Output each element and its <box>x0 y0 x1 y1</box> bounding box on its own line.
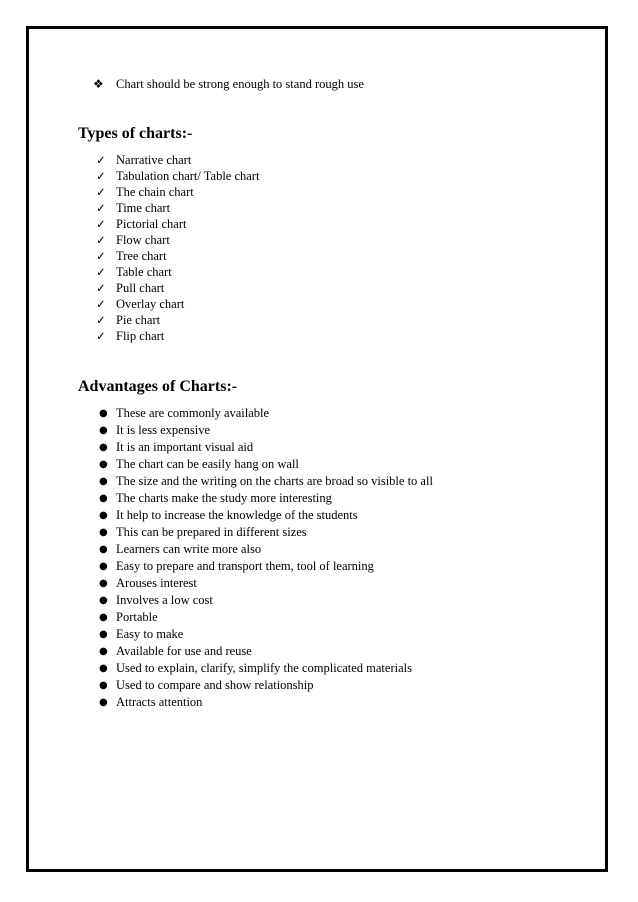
bullet-dot-icon: ● <box>99 544 108 555</box>
bullet-dot-icon: ● <box>99 510 108 521</box>
list-item-label: Table chart <box>116 265 172 279</box>
list-item <box>0 558 638 575</box>
checkmark-icon: ✓ <box>96 233 106 247</box>
advantages-list <box>0 405 638 711</box>
diamond-dots-icon: ❖ <box>93 77 104 91</box>
list-item <box>0 312 638 328</box>
list-item-label: Narrative chart <box>116 153 192 167</box>
list-item <box>0 507 638 524</box>
list-item-label: Tabulation chart/ Table chart <box>116 169 260 183</box>
list-item <box>0 248 638 264</box>
list-item <box>0 296 638 312</box>
list-item-label: Portable <box>116 610 158 624</box>
list-item-label: Arouses interest <box>116 576 197 590</box>
list-item <box>0 456 638 473</box>
list-item <box>0 677 638 694</box>
list-item-label: This can be prepared in different sizes <box>116 525 307 539</box>
list-item <box>0 660 638 677</box>
bullet-dot-icon: ● <box>99 476 108 487</box>
list-item <box>0 168 638 184</box>
bullet-dot-icon: ● <box>99 408 108 419</box>
bullet-dot-icon: ● <box>99 646 108 657</box>
bullet-dot-icon: ● <box>99 680 108 691</box>
list-item <box>0 626 638 643</box>
list-item <box>0 422 638 439</box>
bullet-dot-icon: ● <box>99 629 108 640</box>
list-item-label: Attracts attention <box>116 695 203 709</box>
advantages-heading: Advantages of Charts:- <box>78 378 238 395</box>
bullet-dot-icon: ● <box>99 578 108 589</box>
list-item-label: Tree chart <box>116 249 167 263</box>
checkmark-icon: ✓ <box>96 169 106 183</box>
bullet-dot-icon: ● <box>99 442 108 453</box>
list-item-label: It is an important visual aid <box>116 440 254 454</box>
list-item <box>0 643 638 660</box>
list-item-label: Available for use and reuse <box>116 644 252 658</box>
list-item-label: The charts make the study more interesting <box>116 491 332 505</box>
list-item <box>0 592 638 609</box>
list-item <box>0 473 638 490</box>
bullet-dot-icon: ● <box>99 663 108 674</box>
bullet-dot-icon: ● <box>99 561 108 572</box>
list-item-label: Flow chart <box>116 233 170 247</box>
list-item-label: Pictorial chart <box>116 217 187 231</box>
list-item <box>0 232 638 248</box>
list-item <box>0 405 638 422</box>
list-item <box>0 694 638 711</box>
checkmark-icon: ✓ <box>96 201 106 215</box>
list-item-label: It is less expensive <box>116 423 211 437</box>
list-item <box>0 280 638 296</box>
list-item-label: Used to compare and show relationship <box>116 678 314 692</box>
list-item <box>0 216 638 232</box>
list-item-label: Pie chart <box>116 313 161 327</box>
checkmark-icon: ✓ <box>96 265 106 279</box>
list-item-label: Easy to prepare and transport them, tool of learning <box>116 559 374 573</box>
list-item-label: Learners can write more also <box>116 542 262 556</box>
types-list <box>0 152 638 344</box>
list-item <box>0 152 638 168</box>
list-item <box>0 184 638 200</box>
list-item <box>0 439 638 456</box>
list-item-label: The chain chart <box>116 185 194 199</box>
list-item <box>0 524 638 541</box>
bullet-dot-icon: ● <box>99 595 108 606</box>
list-item <box>0 575 638 592</box>
list-item <box>0 200 638 216</box>
list-item <box>0 490 638 507</box>
bullet-dot-icon: ● <box>99 527 108 538</box>
list-item <box>0 264 638 280</box>
list-item <box>0 328 638 344</box>
checkmark-icon: ✓ <box>96 217 106 231</box>
list-item-label: Pull chart <box>116 281 165 295</box>
checkmark-icon: ✓ <box>96 185 106 199</box>
list-item-label: The size and the writing on the charts are broad so visible to all <box>116 474 433 488</box>
list-item-label: The chart can be easily hang on wall <box>116 457 299 471</box>
list-item-label: Time chart <box>116 201 171 215</box>
list-item-label: Easy to make <box>116 627 184 641</box>
list-item <box>0 541 638 558</box>
list-item-label: Used to explain, clarify, simplify the complicated materials <box>116 661 412 675</box>
checkmark-icon: ✓ <box>96 249 106 263</box>
checkmark-icon: ✓ <box>96 281 106 295</box>
types-heading: Types of charts:- <box>78 125 193 142</box>
list-item-label: Flip chart <box>116 329 165 343</box>
bullet-dot-icon: ● <box>99 425 108 436</box>
list-item-label: Involves a low cost <box>116 593 213 607</box>
list-item-label: It help to increase the knowledge of the students <box>116 508 358 522</box>
bullet-dot-icon: ● <box>99 697 108 708</box>
bullet-dot-icon: ● <box>99 459 108 470</box>
intro-bullet-text: Chart should be strong enough to stand rough use <box>116 77 364 91</box>
list-item-label: These are commonly available <box>116 406 270 420</box>
checkmark-icon: ✓ <box>96 329 106 343</box>
list-item-label: Overlay chart <box>116 297 185 311</box>
bullet-dot-icon: ● <box>99 493 108 504</box>
checkmark-icon: ✓ <box>96 313 106 327</box>
checkmark-icon: ✓ <box>96 153 106 167</box>
bullet-dot-icon: ● <box>99 612 108 623</box>
list-item <box>0 609 638 626</box>
checkmark-icon: ✓ <box>96 297 106 311</box>
